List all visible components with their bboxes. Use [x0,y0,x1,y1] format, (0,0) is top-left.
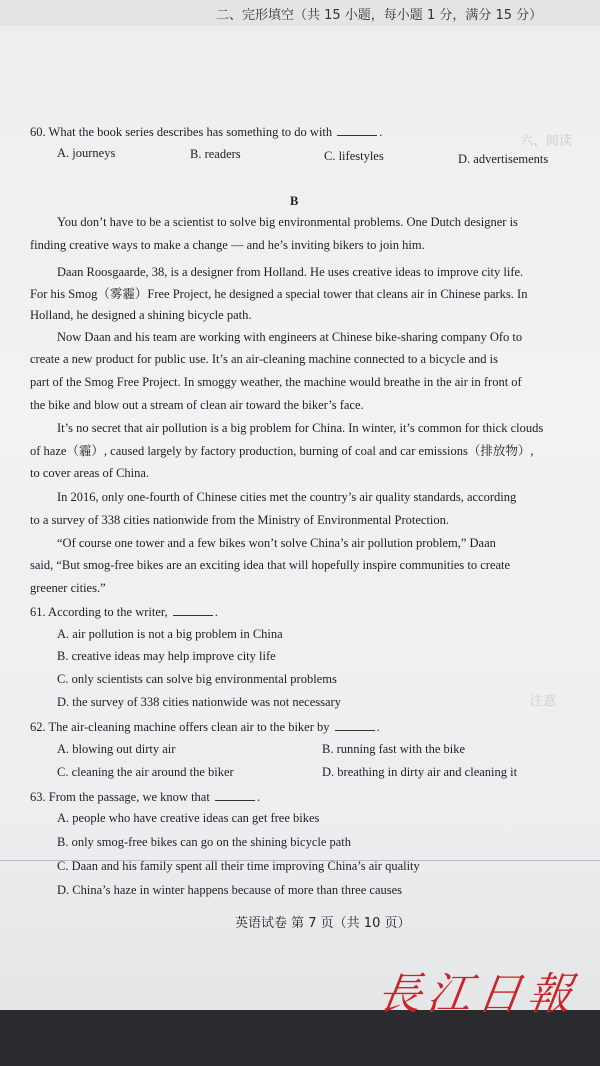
option-a: A. people who have creative ideas can get free bikes [57,811,320,825]
passage-line: Daan Roosgaarde, 38, is a designer from Holland. He uses creative ideas to improve city life. [57,265,524,279]
passage-line: You don’t have to be a scientist to solve big environmental problems. One Dutch designer is [57,215,518,229]
option-b: B. only smog-free bikes can go on the shining bicycle path [57,835,352,849]
passage-line: “Of course one tower and a few bikes won’t solve China’s air pollution problem,” Daan [57,536,496,550]
option-b: B. running fast with the bike [322,742,466,756]
passage-line: part of the Smog Free Project. In smoggy weather, the machine would breathe in the air in front of [30,375,522,389]
passage-label: B [290,194,299,208]
answer-blank [173,603,213,616]
option-c: C. cleaning the air around the biker [57,765,234,779]
question-stem: 62. The air-cleaning machine offers clean air to the biker by [30,720,330,734]
question-stem: 61. According to the writer, [30,605,168,619]
bleed-through-text: 六、阅读 [520,134,573,149]
option-c: C. Daan and his family spent all their time improving China’s air quality [57,859,420,873]
option-c: C. lifestyles [324,149,384,163]
newspaper-logo-watermark: 長江日報 [373,969,581,1020]
passage-line: create a new product for public use. It’s an air-cleaning machine connected to a bicycle and is [30,352,498,366]
option-b: B. readers [190,147,241,161]
option-c: C. only scientists can solve big environmental problems [57,672,337,686]
answer-blank [337,123,377,136]
question-62: 62. The air-cleaning machine offers clean air to the biker by . [30,720,380,734]
passage-line: greener cities.” [30,581,106,595]
page-footer: 英语试卷 第 7 页（共 10 页） [235,916,411,931]
option-d: D. the survey of 338 cities nationwide was not necessary [57,695,341,709]
passage-line: said, “But smog-free bikes are an exciting idea that will hopefully inspire communities to create [30,558,511,572]
passage-line: In 2016, only one-fourth of Chinese cities met the country’s air quality standards, according [57,490,517,504]
passage-line: the bike and blow out a stream of clean air toward the biker’s face. [30,398,364,412]
passage-line: to cover areas of China. [30,466,150,480]
option-a: A. blowing out dirty air [57,742,176,756]
option-d: D. advertisements [458,152,549,166]
passage-line: For his Smog（雾霾）Free Project, he designed a special tower that cleans air in Chinese parks. In [30,287,528,301]
question-stem: 60. What the book series describes has something to do with [30,125,333,139]
option-a: A. journeys [57,146,116,160]
option-d: D. breathing in dirty air and cleaning it [322,765,518,779]
option-b: B. creative ideas may help improve city life [57,649,276,663]
passage-line: Now Daan and his team are working with engineers at Chinese bike-sharing company Ofo to [57,330,523,344]
section-header: 二、完形填空（共 15 小题，每小题 1 分，满分 15 分） [216,8,543,23]
option-a: A. air pollution is not a big problem in China [57,627,283,641]
question-61: 61. According to the writer, . [30,605,218,619]
question-63: 63. From the passage, we know that . [30,790,261,804]
question-stem: 63. From the passage, we know that [30,790,210,804]
option-d: D. China’s haze in winter happens because of more than three causes [57,883,403,897]
answer-blank [335,718,375,731]
passage-line: of haze（霾）, caused largely by factory production, burning of coal and car emissions（排放物）, [30,444,534,458]
passage-line: Holland, he designed a shining bicycle path. [30,308,252,322]
bleed-through-text: 注意 [530,694,557,709]
passage-line: to a survey of 338 cities nationwide from the Ministry of Environmental Protection. [30,513,450,527]
question-60: 60. What the book series describes has something to do with . [30,125,383,139]
passage-line: It’s no secret that air pollution is a big problem for China. In winter, it’s common for thick clouds [57,421,544,435]
answer-blank [215,788,255,801]
passage-line: finding creative ways to make a change — and he’s inviting bikers to join him. [30,238,425,252]
